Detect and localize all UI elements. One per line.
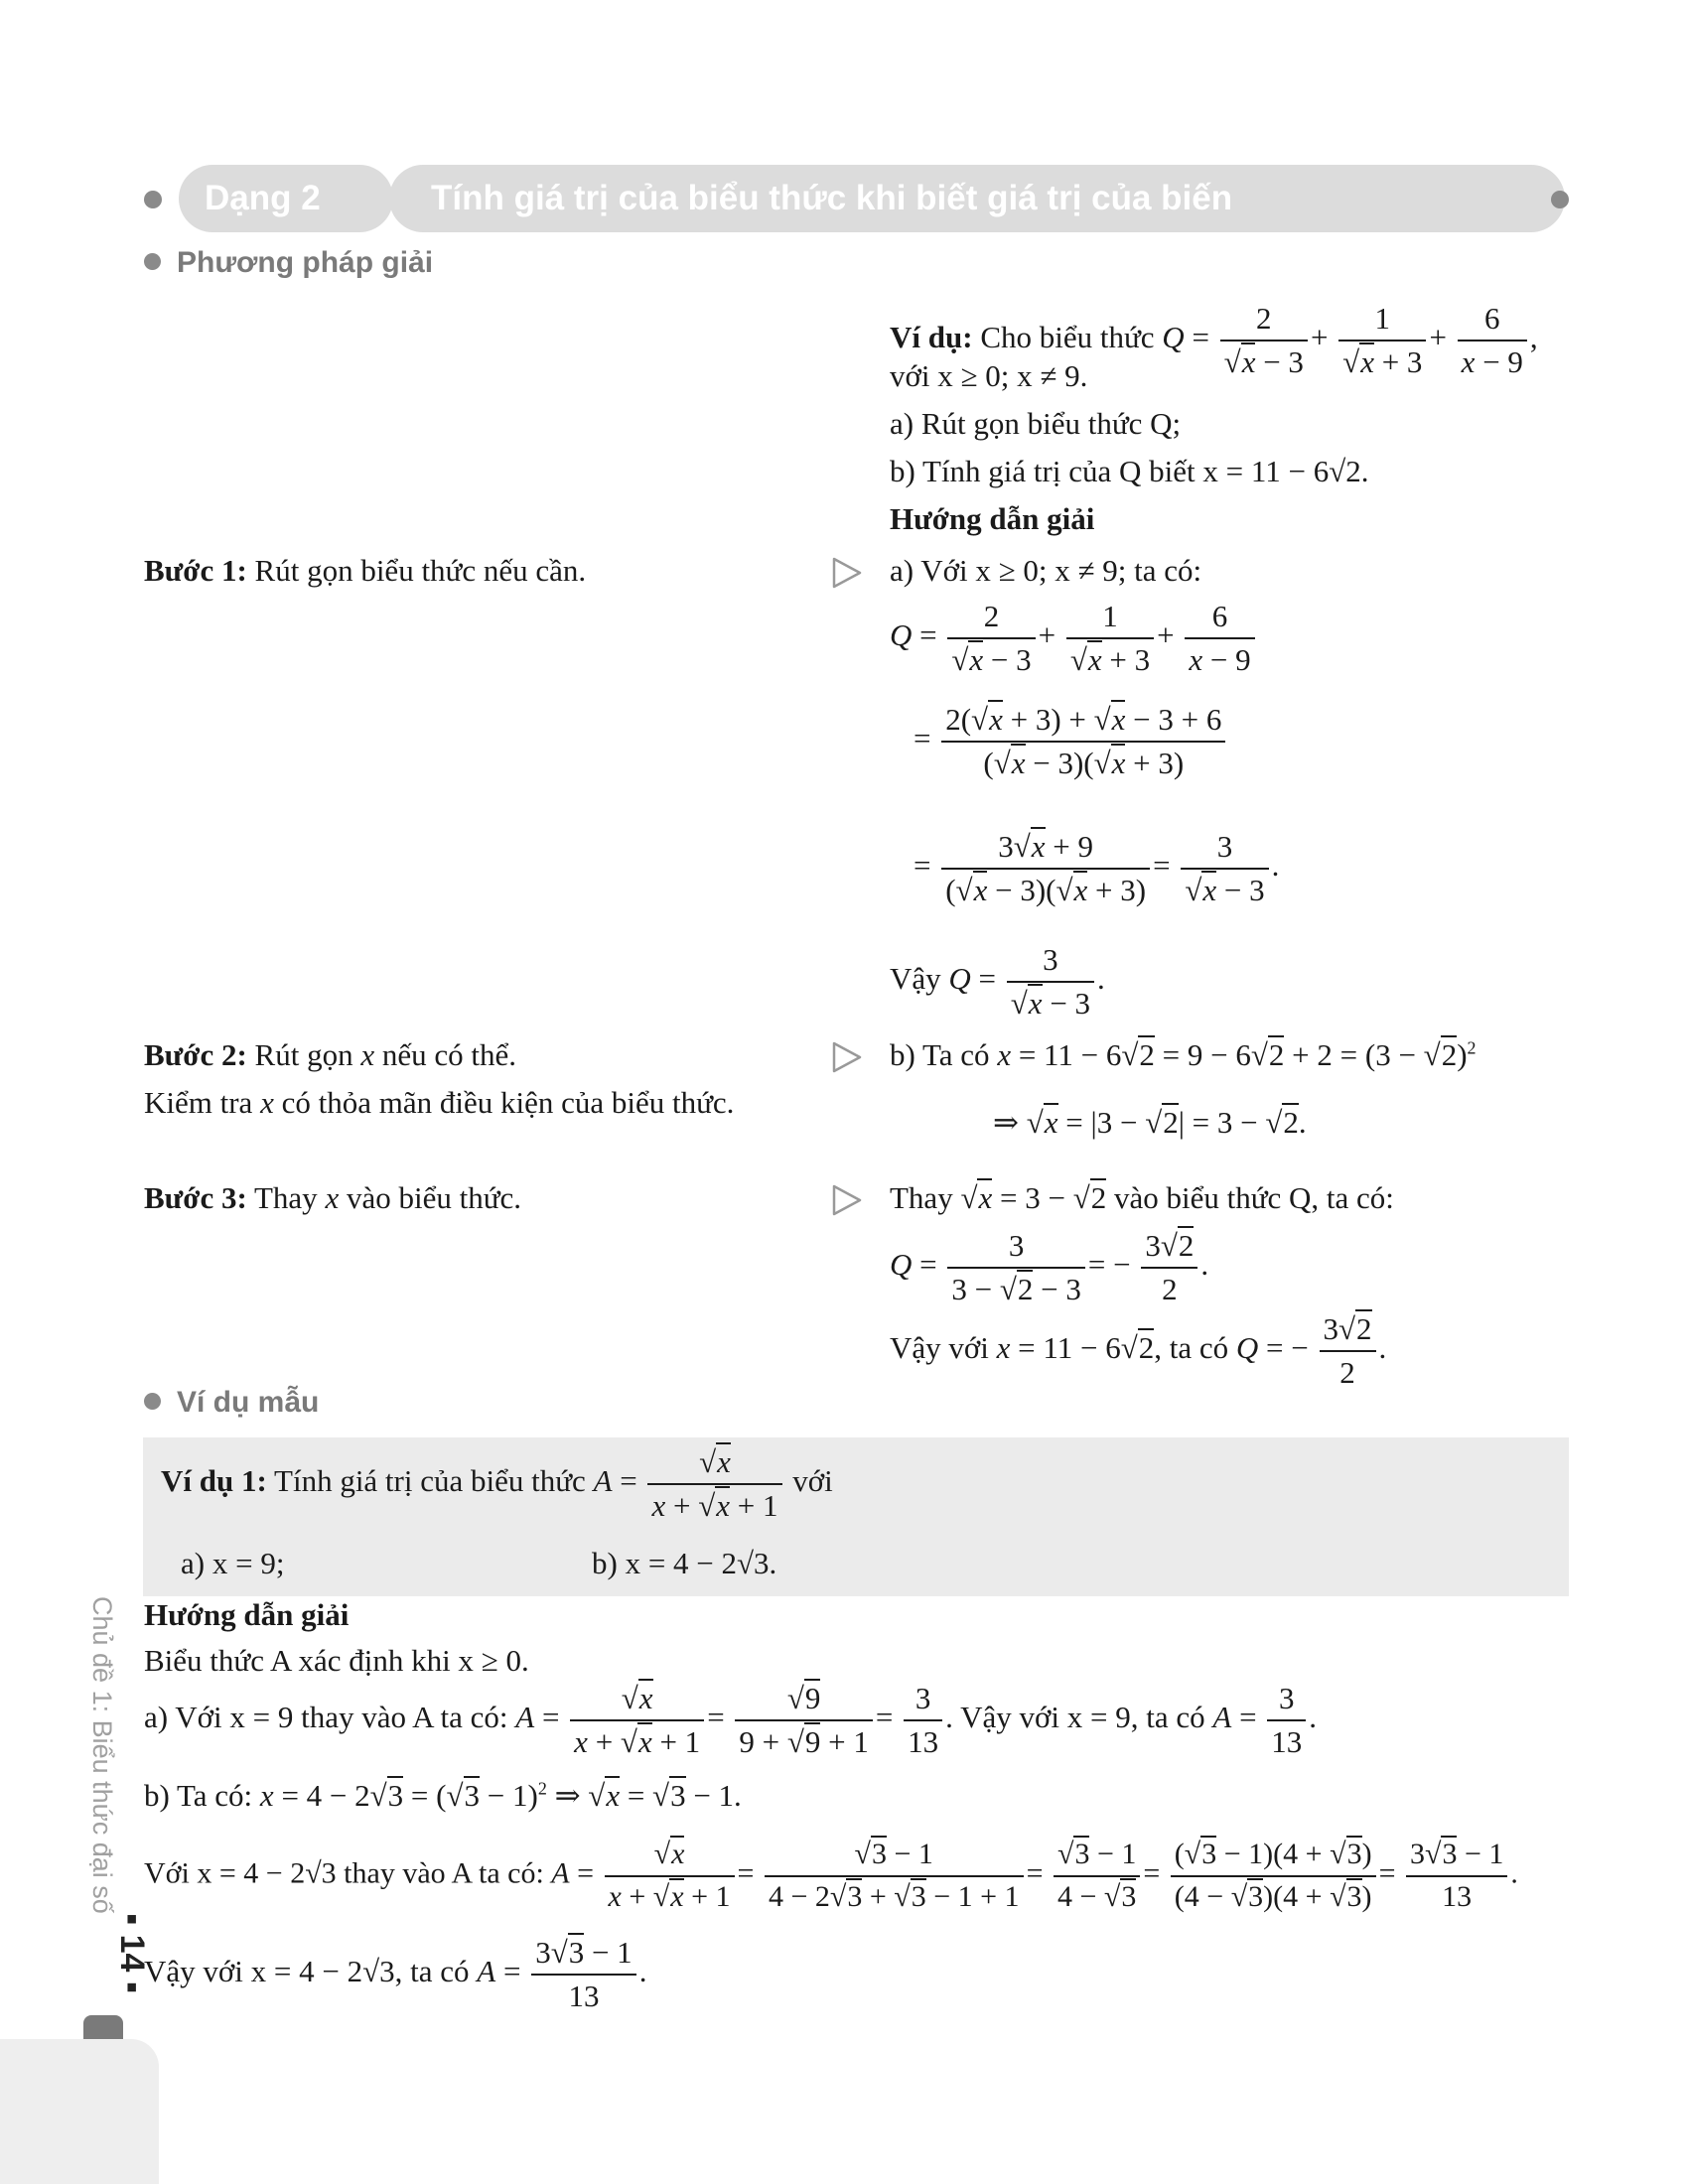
solution-c-heading: Thay √x = 3 − √2 vào biểu thức Q, ta có: [890,1180,1394,1215]
header-title-bar [389,165,1565,232]
chapter-label: Chủ đề 1: Biểu thức đại số [87,1596,117,1914]
step-1: Bước 1: Rút gọn biểu thức nếu cần. [144,553,587,588]
solution-1-line1: Biểu thức A xác định khi x ≥ 0. [144,1643,529,1678]
solution-a-eq3: = $\frac{3√x + 9}{(√x - 3)(√x + 3)}$ = $\frac{3}{√x - 3}$ . [914,826,1279,911]
step-3: Bước 3: Thay x vào biểu thức. [144,1180,522,1215]
section-method: Phương pháp giải [144,246,433,280]
solution-1-part-a: a) Với x = 9 thay vào A ta có: A = $\frac{√x}{x + √x + 1}$ = $\frac{√9}{9 + √9 + 1}$ = $\frac{3}{13}$ . Vậy với x = 9, ta có A = $\frac{3}{13}$ . [144,1678,1317,1763]
page-corner-decoration [0,2039,159,2184]
example-1-part-b: b) x = 4 − 2√3. [592,1546,777,1580]
solution-c-conclusion: Vậy với x = 11 − 6√2, ta có Q = − $\frac{3√2}{2}$ . [890,1308,1386,1394]
intro-example-line1: Ví dụ: Cho biểu thức Q = $\frac{2}{√x - 3}$ + $\frac{1}{√x + 3}$ + $\frac{6}{x - 9}$ , [890,298,1538,383]
header-title: Tính giá trị của biểu thức khi biết giá trị của biến [431,179,1233,217]
solution-c-eq: Q = $\frac{3}{3 - √2 - 3}$ = − $\frac{3√2}{2}$ . [890,1225,1208,1310]
page-number: ▪ 14 ▪ [112,1913,151,1993]
solution-1-final: Vậy với x = 4 − 2√3, ta có A = $\frac{3√3 - 1}{13}$ . [144,1932,646,2017]
solution-a-conclusion: Vậy Q = $\frac{3}{√x - 3}$ . [890,939,1105,1024]
solution-1-part-b: b) Ta có: $x = 4 - 2√3 = (√3 - 1)^2$ ⇒ √x = √3 − 1. [144,1778,742,1813]
solution-1-heading: Hướng dẫn giải [144,1597,350,1632]
type-label: Dạng 2 [205,179,321,217]
bullet-icon [144,253,161,270]
solution-b-eq1: b) Ta có $x = 11 - 6√2 = 9 - 6√2 + 2 = (3 - √2)^2$ [890,1037,1477,1072]
intro-guide-heading: Hướng dẫn giải [890,501,1095,536]
solution-a-eq2: = $\frac{2(√x + 3) + √x - 3 + 6}{(√x - 3)(√x + 3)}$ [914,699,1228,784]
intro-condition: với x ≥ 0; x ≠ 9. [890,358,1088,393]
intro-part-b: b) Tính giá trị của Q biết x = 11 − 6√2. [890,454,1369,488]
solution-a-heading: a) Với x ≥ 0; x ≠ 9; ta có: [890,553,1202,588]
example-1-statement: Ví dụ 1: Tính giá trị của biểu thức A = $\frac{√x}{x + √x + 1}$ với [161,1441,833,1527]
solution-b-eq2: ⇒ √x = |3 − √2| = 3 − √2. [993,1105,1307,1140]
section-examples: Ví dụ mẫu [144,1386,319,1420]
step-2: Bước 2: Rút gọn x nếu có thể. [144,1037,516,1072]
intro-part-a: a) Rút gọn biểu thức Q; [890,406,1182,441]
triangle-pointer-icon [830,556,864,590]
header-dot-right [1551,191,1569,208]
type-badge [179,165,393,232]
bullet-icon [144,1393,161,1410]
triangle-pointer-icon [830,1040,864,1074]
solution-a-eq1: Q = $\frac{2}{√x - 3}$ + $\frac{1}{√x + 3}$ + $\frac{6}{x - 9}$ [890,596,1258,681]
step-2-line2: Kiểm tra x có thỏa mãn điều kiện của biểu thức. [144,1085,735,1120]
solution-1-substitution: Với x = 4 − 2√3 thay vào A ta có: A = $\frac{√x}{x + √x + 1}$ = $\frac{√3 - 1}{4 - 2√3 + √3 - 1 + 1}$ = $\frac{√3 - 1}{4 - √3}$ = $\frac{(√3 - 1)(4 + √3)}{(4 - √3)(4 + √3)}$ = $\frac{3√3 - 1}{13}$ . [144,1835,1518,1917]
example-1-part-a: a) x = 9; [181,1546,285,1580]
header-dot-left [144,191,162,208]
triangle-pointer-icon [830,1183,864,1217]
